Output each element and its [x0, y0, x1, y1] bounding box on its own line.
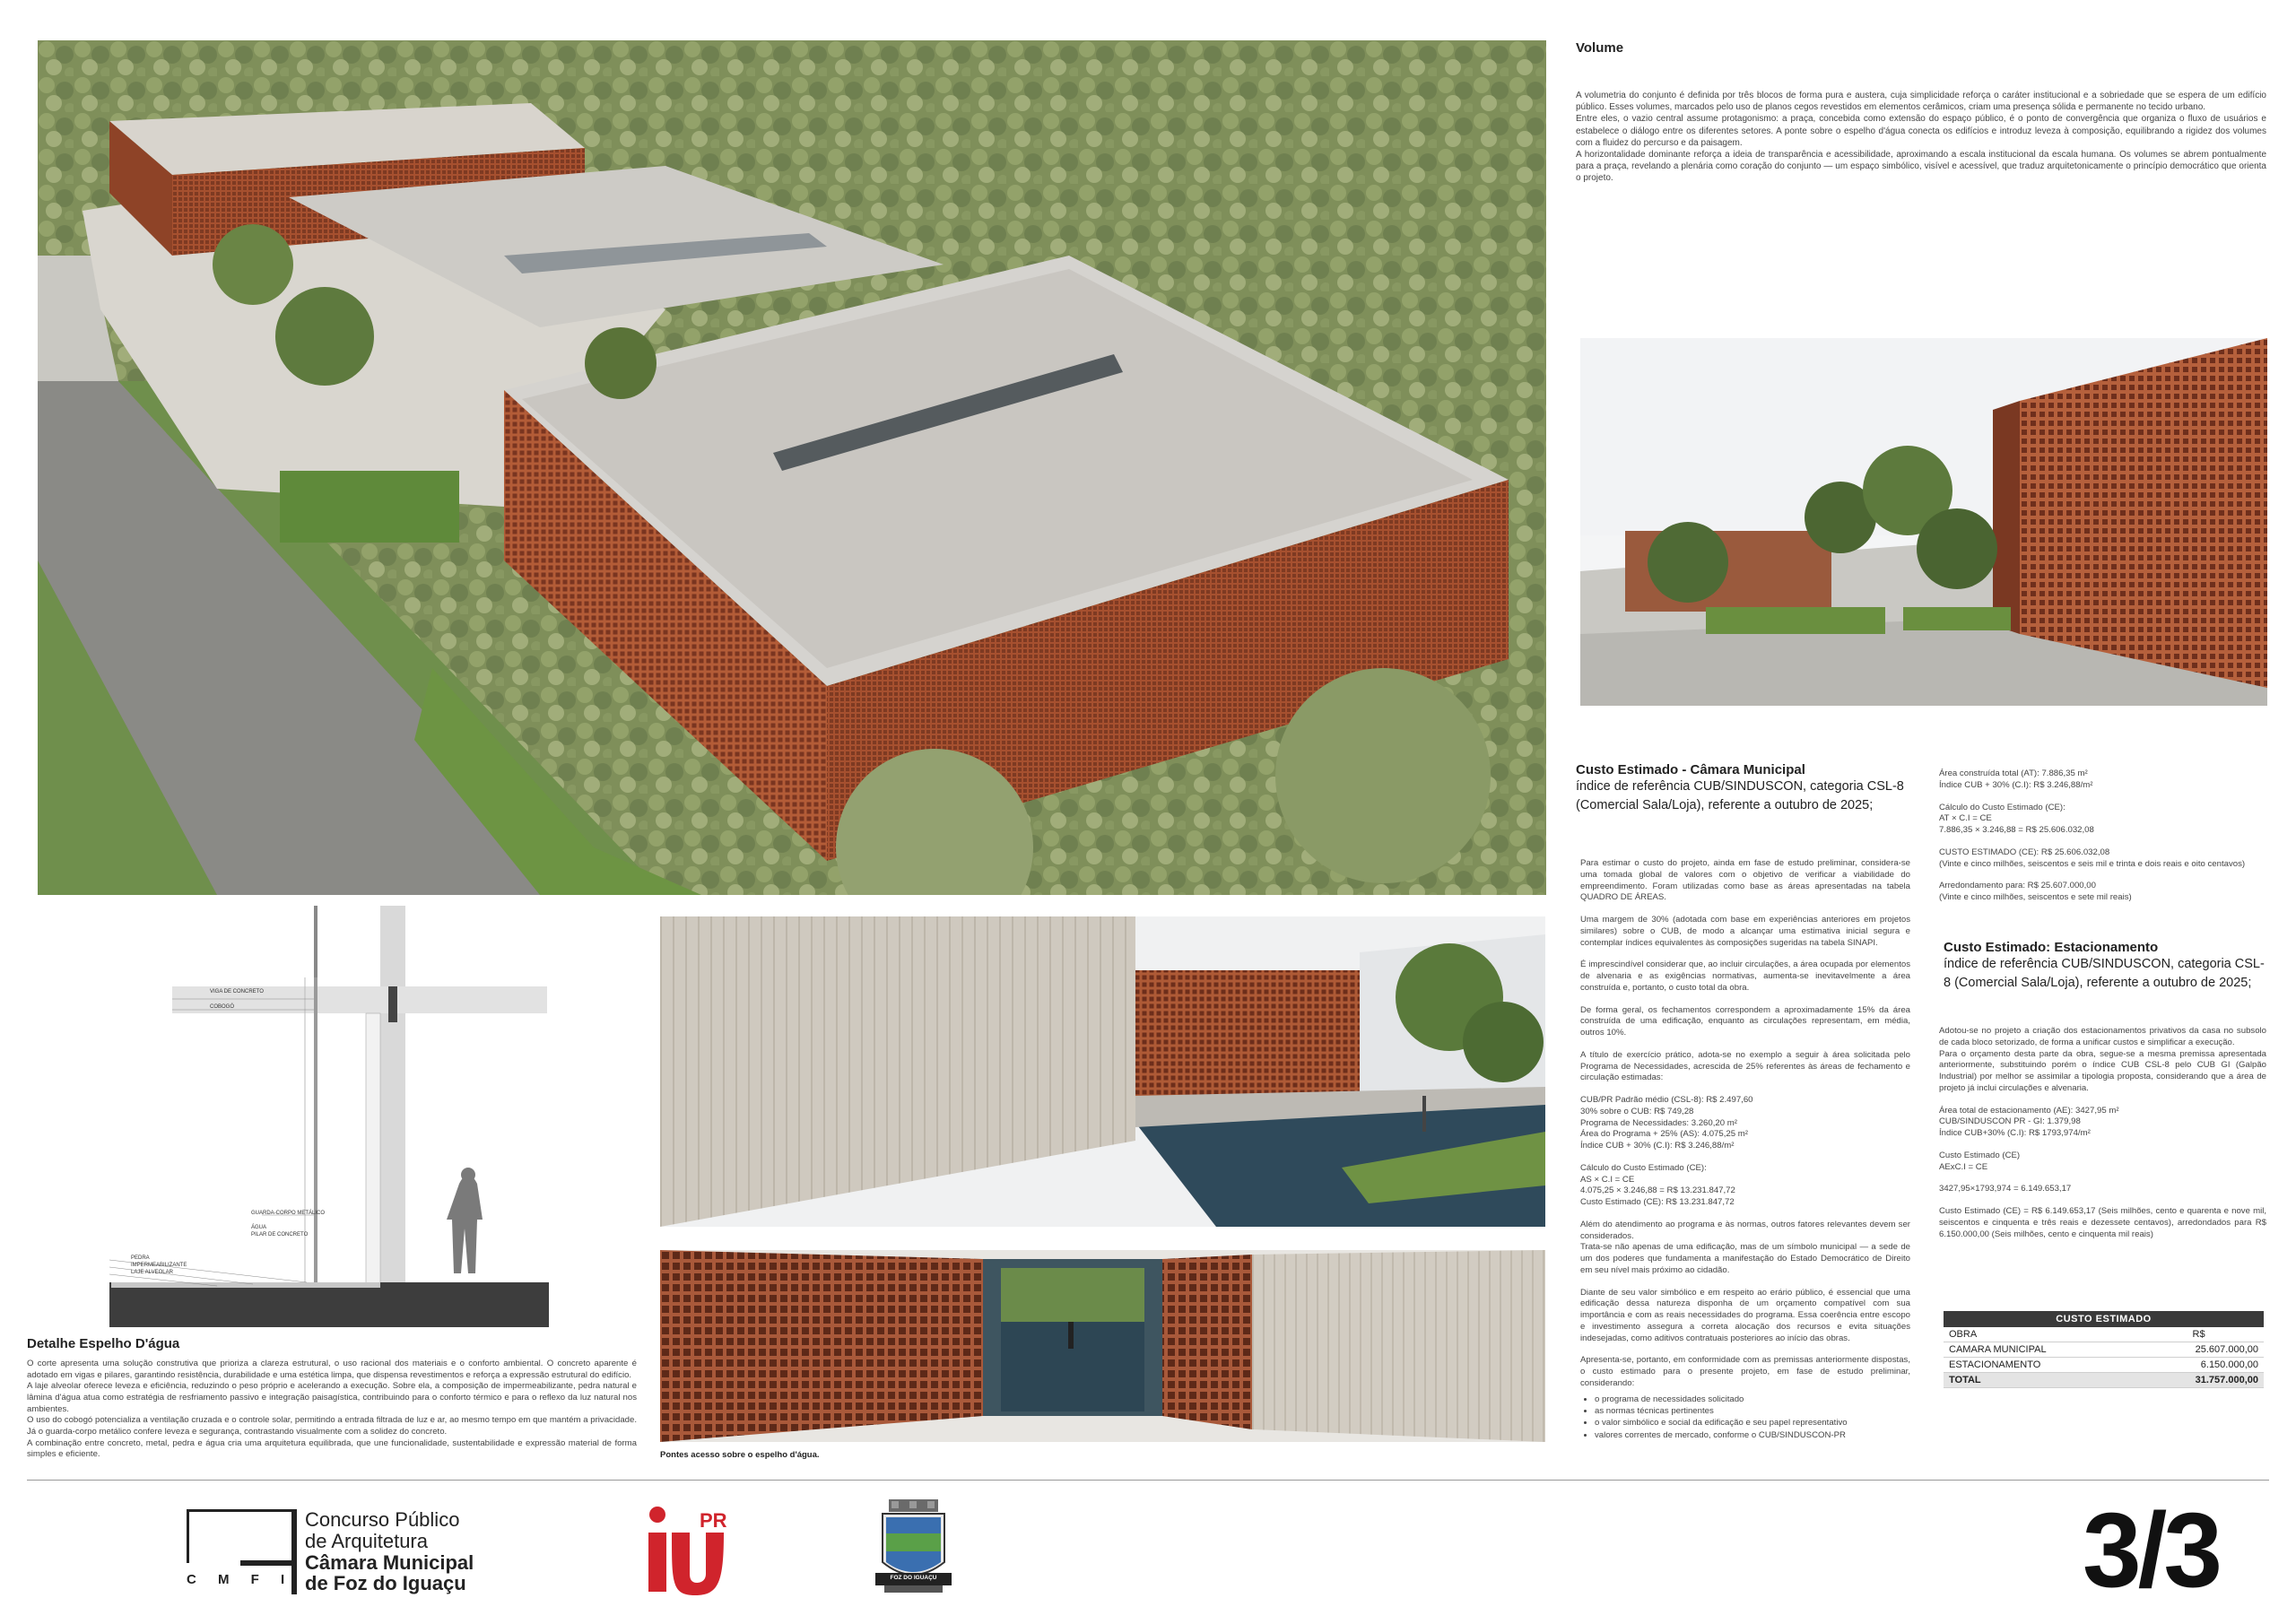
volume-paragraph: A horizontalidade dominante reforça a ideia de transparência e acessibilidade, aproximando a escala institucional da escala humana. Os volumes se abrem pontualmente para a praça, revelando a plenária como coração do conjunto — um espaço simbólico, visível e acessível, que traduz arquitetonicamente o princípio democrático que orienta o projeto.	[1576, 149, 2266, 184]
calc-line: Programa de Necessidades: 3.260,20 m²	[1580, 1117, 1737, 1128]
label-laje: LAJE ALVEOLAR	[131, 1270, 173, 1275]
bullet-item: • o valor simbólico e social da edificação e seu papel representativo	[1595, 1417, 1910, 1429]
calc-line: Índice CUB+30% (C.I): R$ 1793,974/m²	[1939, 1128, 2091, 1138]
camara-paragraph: É imprescindível considerar que, ao incluir circulações, a área ocupada por elementos de alvenaria e as exigências normativas, aumenta-se inevitavelmente a área construída e, portanto, o custo total da obra.	[1580, 960, 1910, 993]
camara-calc-1	[1580, 1095, 1910, 1152]
bullet-item: • valores correntes de mercado, conforme o CUB/SINDUSCON-PR	[1595, 1429, 1910, 1441]
detail-paragraph: A combinação entre concreto, metal, pedra e água cria uma arquitetura equilibrada, que une funcionalidade, sustentabilidade e expressão material de forma simples e eficiente.	[27, 1437, 637, 1460]
camara-paragraph: Além do atendimento ao programa e às normas, outros fatores relevantes devem ser considerados.	[1580, 1219, 1910, 1241]
label-pedra: PEDRA	[131, 1255, 150, 1261]
calc-line: Custo Estimado (CE)	[1939, 1150, 2021, 1160]
camara-paragraph: Diante de seu valor simbólico e em respeito ao erário público, é essencial que uma edificação dessa natureza disponha de um orçamento compatível com sua importância e com as reais necessidades do programa. Essa coerência entre escopo e investimento assegura a correta alocação dos recursos e evita situações indesejadas, como aditivos contratuais posteriores ao início das obras.	[1580, 1287, 1910, 1343]
calc-line: Cálculo do Custo Estimado (CE):	[1939, 802, 2066, 812]
logo-text	[305, 1509, 474, 1594]
cost-table	[1944, 1311, 2264, 1388]
camara-total-calc	[1939, 769, 2262, 904]
camara-paragraph: Apresenta-se, portanto, em conformidade com as premissas anteriormente dispostas, o custo estimado para o presente projeto, em fase de estudo preliminar, considerando:	[1580, 1355, 1910, 1388]
cost-label: ESTACIONAMENTO	[1944, 1358, 2134, 1373]
label-viga: VIGA DE CONCRETO	[210, 989, 264, 994]
cost-value: R$	[2134, 1327, 2264, 1342]
crest-banner-text: FOZ DO IGUAÇU	[890, 1575, 937, 1581]
camara-calc-2	[1580, 1163, 1910, 1209]
calc-line: CUB/PR Padrão médio (CSL-8): R$ 2.497,60	[1580, 1095, 1753, 1105]
calc-line: 30% sobre o CUB: R$ 749,28	[1580, 1106, 1694, 1116]
volume-title: Volume	[1576, 40, 1624, 56]
camara-paragraph: Para estimar o custo do projeto, ainda em fase de estudo preliminar, considera-se uma tomada global de valores com o objetivo de verificar a viabilidade do empreendimento. Foram utilizadas como base as áreas apresentadas na tabela QUADRO DE ÁREAS.	[1580, 858, 1910, 903]
calc-line: Custo Estimado (CE): R$ 13.231.847,72	[1580, 1197, 1735, 1207]
calc-line: CUB/SINDUSCON PR - GI: 1.379,98	[1939, 1116, 2081, 1127]
estacionamento-final: Custo Estimado (CE) = R$ 6.149.653,17 (Seis milhões, cento e quarenta e nove mil, seiscentos e cinquenta e três reais e dezessete centavos), arredondados para R$ 6.150.000,00 (Seis milhões, cento e cinquenta mil reais)	[1939, 1206, 2266, 1239]
calc-line: Índice CUB + 30% (C.I): R$ 3.246,88/m²	[1939, 779, 2093, 790]
estacionamento-subtitle: índice de referência CUB/SINDUSCON, categoria CSL-8 (Comercial Sala/Loja), referente a outubro de 2025;	[1944, 957, 2265, 991]
calc-line: Área total de estacionamento (AE): 3427,95 m²	[1939, 1105, 2119, 1116]
label-cobogo: COBOGÓ	[210, 1004, 235, 1010]
camara-bullets	[1580, 1394, 1910, 1442]
volume-text	[1576, 90, 2266, 185]
aerial-render	[38, 40, 1546, 895]
cost-value: 25.607.000,00	[2134, 1342, 2264, 1358]
estacionamento-calc	[1939, 1106, 2266, 1196]
calc-line: Índice CUB + 30% (C.I): R$ 3.246,88/m²	[1580, 1141, 1735, 1151]
detail-text	[27, 1359, 637, 1461]
calc-line: (Vinte e cinco milhões, seiscentos e seis mil e trinta e dois reais e oito centavos)	[1939, 858, 2246, 869]
camara-paragraph: De forma geral, os fechamentos correspondem a aproximadamente 15% da área construída de uma edificação, enquanto as circulações representam, em média, outros 10%.	[1580, 1004, 1910, 1038]
logo-line-bold: Câmara Municipal	[305, 1550, 474, 1574]
detail-paragraph: A laje alveolar oferece leveza e eficiência, reduzindo o peso próprio e acelerando a execução. Sobre ela, a composição de impermeabilizante, pedra natural e lâmina d'água atua como estratégia de resfriamento passivo e integração paisagística, contribuindo para o conforto térmico e para o reflexo da luz natural nos ambientes.	[27, 1381, 637, 1414]
iau-pr-text: PR	[700, 1509, 727, 1532]
volume-paragraph: A volumetria do conjunto é definida por três blocos de forma pura e austera, cuja simplicidade reforça o caráter institucional e a sobriedade que se espera de um edifício público. Esses volumes, marcados pelo uso de planos cegos revestidos em elementos cerâmicos, criam uma presença sólida e permanente no tecido urbano.	[1576, 91, 2266, 113]
calc-line: AS × C.I = CE	[1580, 1174, 1635, 1185]
label-agua: ÁGUA	[251, 1225, 267, 1230]
cmfi-logo-letters: C M F I	[187, 1572, 294, 1587]
detail-paragraph: O uso do cobogó potencializa a ventilação cruzada e o controle solar, permitindo a entrada filtrada de luz e ar, ao mesmo tempo em que mantém a privacidade. Já o guarda-corpo metálico confere leveza e segurança, contrastando visualmente com a solidez do concreto.	[27, 1415, 637, 1437]
bridge-render-2	[660, 1250, 1545, 1442]
page-number: 3/3	[2083, 1491, 2220, 1610]
calc-line: CUSTO ESTIMADO (CE): R$ 25.606.032,08	[1939, 847, 2110, 857]
table-row	[1944, 1327, 2264, 1342]
table-row	[1944, 1373, 2264, 1388]
cost-label: OBRA	[1944, 1327, 2134, 1342]
camara-subtitle: índice de referência CUB/SINDUSCON, categoria CSL-8 (Comercial Sala/Loja), referente a outubro de 2025;	[1576, 779, 1904, 813]
detail-title: Detalhe Espelho D'água	[27, 1336, 180, 1351]
estacionamento-title: Custo Estimado: Estacionamento	[1944, 940, 2159, 955]
calc-line: 7.886,35 × 3.246,88 = R$ 25.606.032,08	[1939, 825, 2094, 835]
calc-line: AExC.I = CE	[1939, 1161, 1988, 1172]
calc-line: AT × C.I = CE	[1939, 813, 1992, 824]
table-row	[1944, 1358, 2264, 1373]
cost-label: CAMARA MUNICIPAL	[1944, 1342, 2134, 1358]
label-pilar: PILAR DE CONCRETO	[251, 1232, 309, 1238]
camara-paragraph: Trata-se não apenas de uma edificação, mas de um símbolo municipal — a sede de um dos poderes que fundamenta a manifestação do Estado Democrático de Direito em seu nível mais próximo ao cidadão.	[1580, 1242, 1910, 1275]
calc-line: (Vinte e cinco milhões, seiscentos e sete mil reais)	[1939, 892, 2132, 902]
estacionamento-body	[1939, 1026, 2266, 1251]
calc-line: Área do Programa + 25% (AS): 4.075,25 m²	[1580, 1129, 1748, 1140]
label-guarda: GUARDA-CORPO METÁLICO	[251, 1211, 326, 1216]
cost-value: 31.757.000,00	[2134, 1373, 2264, 1388]
estacionamento-paragraph: Para o orçamento desta parte da obra, segue-se a mesma premissa apresentada anteriormente, substituindo porém o índice CUB CSL-8 pelo CUB GI (Galpão Industrial) por melhor se assimilar a tipologia proposta, considerando que a área de projeto já inclui circulações e alvenaria.	[1939, 1048, 2266, 1093]
bullet-item: • as normas técnicas pertinentes	[1595, 1405, 1910, 1417]
calc-line: Arredondamento para: R$ 25.607.000,00	[1939, 881, 2096, 891]
calc-line: Área construída total (AT): 7.886,35 m²	[1939, 769, 2088, 778]
calc-line: 4.075,25 × 3.246,88 = R$ 13.231.847,72	[1580, 1185, 1735, 1196]
logo-line: Concurso Público	[305, 1508, 460, 1531]
bridge-render-1	[660, 916, 1545, 1227]
estacionamento-paragraph: Adotou-se no projeto a criação dos estacionamentos privativos da casa no subsolo de cada bloco setorizado, de forma a unificar custos e simplificar a execução.	[1939, 1026, 2266, 1047]
iau-pr-logo	[641, 1502, 740, 1601]
bridge-caption: Pontes acesso sobre o espelho d'água.	[660, 1450, 820, 1460]
camara-title: Custo Estimado - Câmara Municipal	[1576, 762, 1805, 777]
plaza-render	[1580, 338, 2267, 706]
calc-line: Cálculo do Custo Estimado (CE):	[1580, 1162, 1707, 1173]
camara-paragraph: Uma margem de 30% (adotada com base em experiências anteriores em projetos similares) sobre o CUB, de modo a alcançar uma estimativa inicial segura e contemplar índices equivalentes às composições sugeridas na tabela SINAPI.	[1580, 915, 1910, 948]
label-impermeab: IMPERMEABILIZANTE	[131, 1263, 187, 1268]
camara-paragraph: A título de exercício prático, adota-se no exemplo a seguir à área solicitada pelo Programa de Necessidades, acrescida de 25% referentes às áreas de fechamento e circulação estimadas:	[1580, 1049, 1910, 1083]
bullet-item: • o programa de necessidades solicitado	[1595, 1394, 1910, 1405]
footer-divider	[27, 1480, 2269, 1481]
section-drawing	[38, 906, 648, 1327]
table-row	[1944, 1342, 2264, 1358]
logo-line: de Arquitetura	[305, 1529, 428, 1552]
logo-line-bold: de Foz do Iguaçu	[305, 1572, 466, 1595]
detail-paragraph: O corte apresenta uma solução construtiva que prioriza a clareza estrutural, o uso racional dos materiais e o conforto ambiental. O concreto aparente é adotado em vigas e pilares, garantindo resistência, durabilidade e uma estética limpa, que dispensa revestimentos e reforça a expressão estrutural do edifício.	[27, 1359, 637, 1380]
camara-body	[1580, 858, 1910, 1441]
cost-label: TOTAL	[1944, 1373, 2134, 1388]
volume-paragraph: Entre eles, o vazio central assume protagonismo: a praça, concebida como extensão do espaço público, é o ponto de convergência que organiza o fluxo de usuários e estabelece o diálogo entre os diferentes setores. A ponte sobre o espelho d'água conecta os edifícios e introduz leveza à composição, equilibrando a rigidez dos volumes com a fluidez do percurso e da paisagem.	[1576, 114, 2266, 148]
cost-value: 6.150.000,00	[2134, 1358, 2264, 1373]
foz-do-iguacu-crest	[875, 1499, 952, 1598]
cmfi-logo	[187, 1509, 527, 1599]
calc-line: 3427,95×1793,974 = 6.149.653,17	[1939, 1184, 2072, 1194]
cost-table-header: CUSTO ESTIMADO	[1944, 1311, 2264, 1327]
